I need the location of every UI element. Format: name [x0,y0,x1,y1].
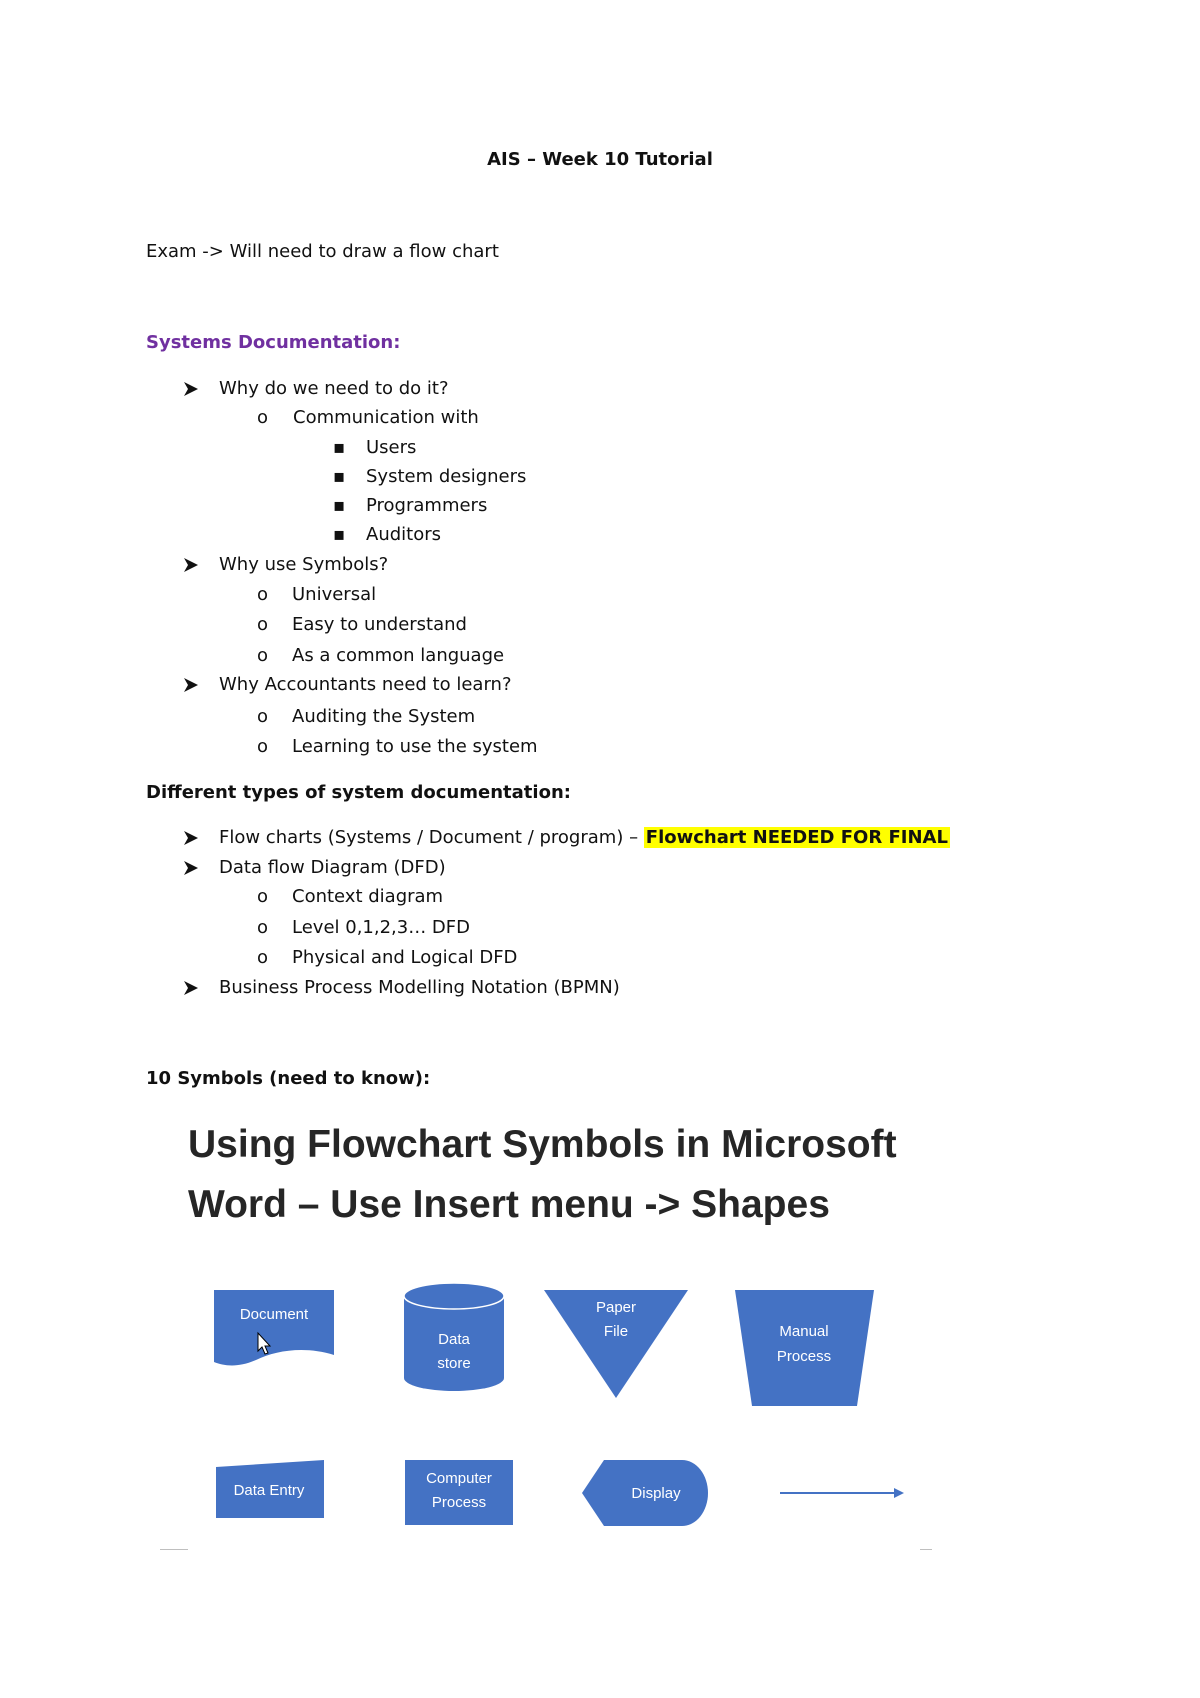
arrow-bullet-icon [183,557,199,573]
list-item [219,827,950,849]
data-store-label-line-2: store [437,1355,471,1372]
computer-process-label-line-2: Process [431,1494,487,1511]
types-heading: Different types of system documentation: [146,782,571,803]
list-item: Business Process Modelling Notation (BPMN) [219,977,620,998]
list-item: Why do we need to do it? [219,378,449,399]
document-title: AIS – Week 10 Tutorial [487,149,713,170]
list-item: Easy to understand [292,614,467,635]
flowchart-symbols-slide [146,1110,936,1550]
list-item: Auditors [366,524,441,545]
manual-process-label-line-1: Manual [779,1323,829,1340]
flowcharts-text: Flow charts (Systems / Document / program) – [219,827,644,848]
data-entry-shape [216,1460,324,1518]
paper-file-label-line-1: Paper [595,1299,637,1316]
computer-process-label-line-1: Computer [426,1470,492,1487]
list-item: Level 0,1,2,3… DFD [292,917,471,938]
computer-process-shape [405,1460,513,1525]
slide-title-line-1: Using Flowchart Symbols in Microsoft [188,1123,897,1166]
circle-bullet-icon: o [257,407,269,428]
circle-bullet-icon: o [257,947,269,968]
data-entry-label: Data Entry [233,1482,305,1499]
list-item: Users [366,437,417,458]
list-item: Why Accountants need to learn? [219,674,512,695]
manual-process-shape [735,1290,874,1406]
square-bullet-icon: ▪ [333,466,346,487]
circle-bullet-icon: o [257,584,269,605]
list-item: Physical and Logical DFD [292,947,518,968]
list-item: Universal [292,584,377,605]
square-bullet-icon: ▪ [333,495,346,516]
square-bullet-icon: ▪ [333,437,346,458]
circle-bullet-icon: o [257,706,269,727]
list-item: Programmers [366,495,488,516]
list-item: Auditing the System [292,706,476,727]
flowchart-final-highlight: Flowchart NEEDED FOR FINAL [645,827,948,848]
exam-note: Exam -> Will need to draw a flow chart [146,241,499,262]
arrow-bullet-icon [183,677,199,693]
arrow-bullet-icon [183,980,199,996]
list-item: System designers [366,466,527,487]
display-shape [582,1460,708,1526]
circle-bullet-icon: o [257,917,269,938]
list-item: Data flow Diagram (DFD) [219,857,446,878]
systems-documentation-heading: Systems Documentation: [146,332,401,353]
symbols-heading: 10 Symbols (need to know): [146,1068,431,1089]
arrow-bullet-icon [183,830,199,846]
list-item: As a common language [292,645,505,666]
flowchart-shapes [146,1110,936,1550]
data-store-shape [404,1283,504,1391]
circle-bullet-icon: o [257,645,269,666]
paper-file-label-line-2: File [603,1323,629,1340]
list-item: Why use Symbols? [219,554,389,575]
circle-bullet-icon: o [257,614,269,635]
circle-bullet-icon: o [257,736,269,757]
list-item: Communication with [293,407,479,428]
list-item: Context diagram [292,886,444,907]
circle-bullet-icon: o [257,886,269,907]
square-bullet-icon: ▪ [333,524,346,545]
data-store-label-line-1: Data [438,1331,470,1348]
arrow-bullet-icon [183,381,199,397]
document-shape [214,1290,334,1366]
display-label: Display [631,1485,681,1502]
slide-title-line-2: Word – Use Insert menu -> Shapes [188,1183,830,1226]
list-item: Learning to use the system [292,736,538,757]
document-label: Document [239,1306,309,1323]
flow-line-arrow-icon [780,1488,904,1498]
manual-process-label-line-2: Process [776,1348,832,1365]
paper-file-shape [544,1290,688,1398]
arrow-bullet-icon [183,860,199,876]
